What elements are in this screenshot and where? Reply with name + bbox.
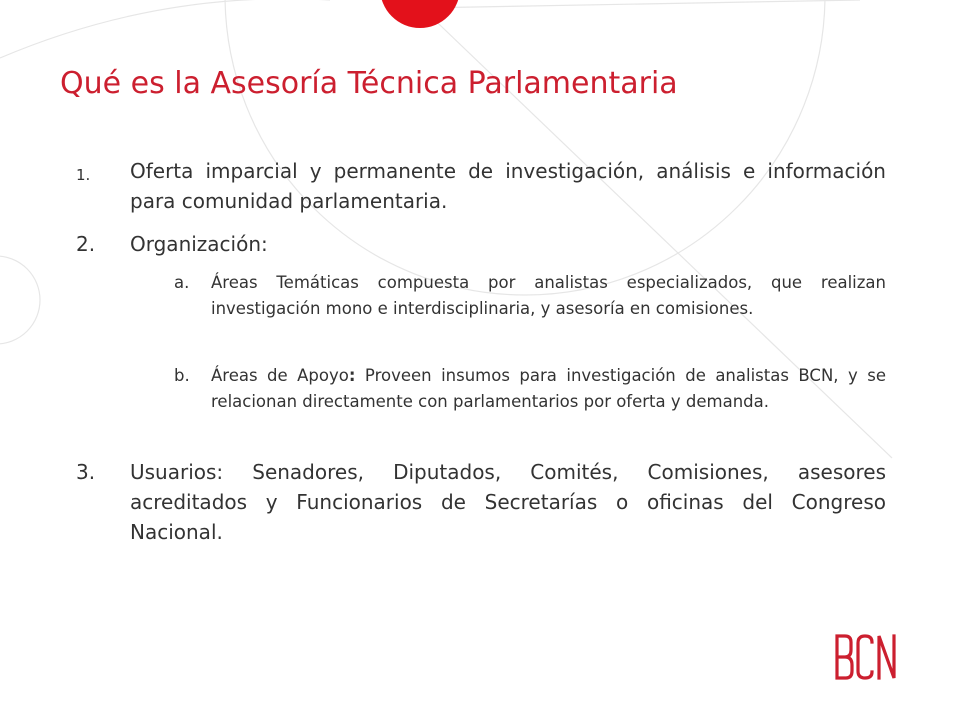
- bcn-logo-icon: [834, 634, 898, 680]
- sub-item-colon: :: [348, 366, 356, 385]
- sub-item-text: [211, 363, 886, 415]
- list-item-text: Organización:: [130, 232, 268, 256]
- sub-item-text: Áreas Temáticas compuesta por analistas especializados, que realizan investigación mono e interdisciplinaria, y asesoría en comisiones.: [211, 273, 886, 318]
- list-item-text: Oferta imparcial y permanente de investigación, análisis e información para comunidad parlamentaria.: [130, 159, 886, 213]
- sub-item-lead: Áreas de Apoyo: [211, 366, 349, 385]
- sub-item-body: Proveen insumos para investigación de analistas BCN, y se relacionan directamente con parlamentarios por oferta y demanda.: [211, 366, 886, 411]
- list-item-number: 3.: [76, 460, 96, 484]
- slide-title: Qué es la Asesoría Técnica Parlamentaria: [60, 66, 678, 101]
- list-item-text: Usuarios: Senadores, Diputados, Comités, Comisiones, asesores acreditados y Funcionarios de Secretarías o oficinas del Congreso Nacional.: [130, 460, 886, 544]
- sub-item-number: a.: [174, 273, 190, 292]
- list-item-number: 1.: [76, 166, 91, 184]
- sub-item-number: b.: [174, 366, 190, 385]
- list-item-number: 2.: [76, 232, 96, 256]
